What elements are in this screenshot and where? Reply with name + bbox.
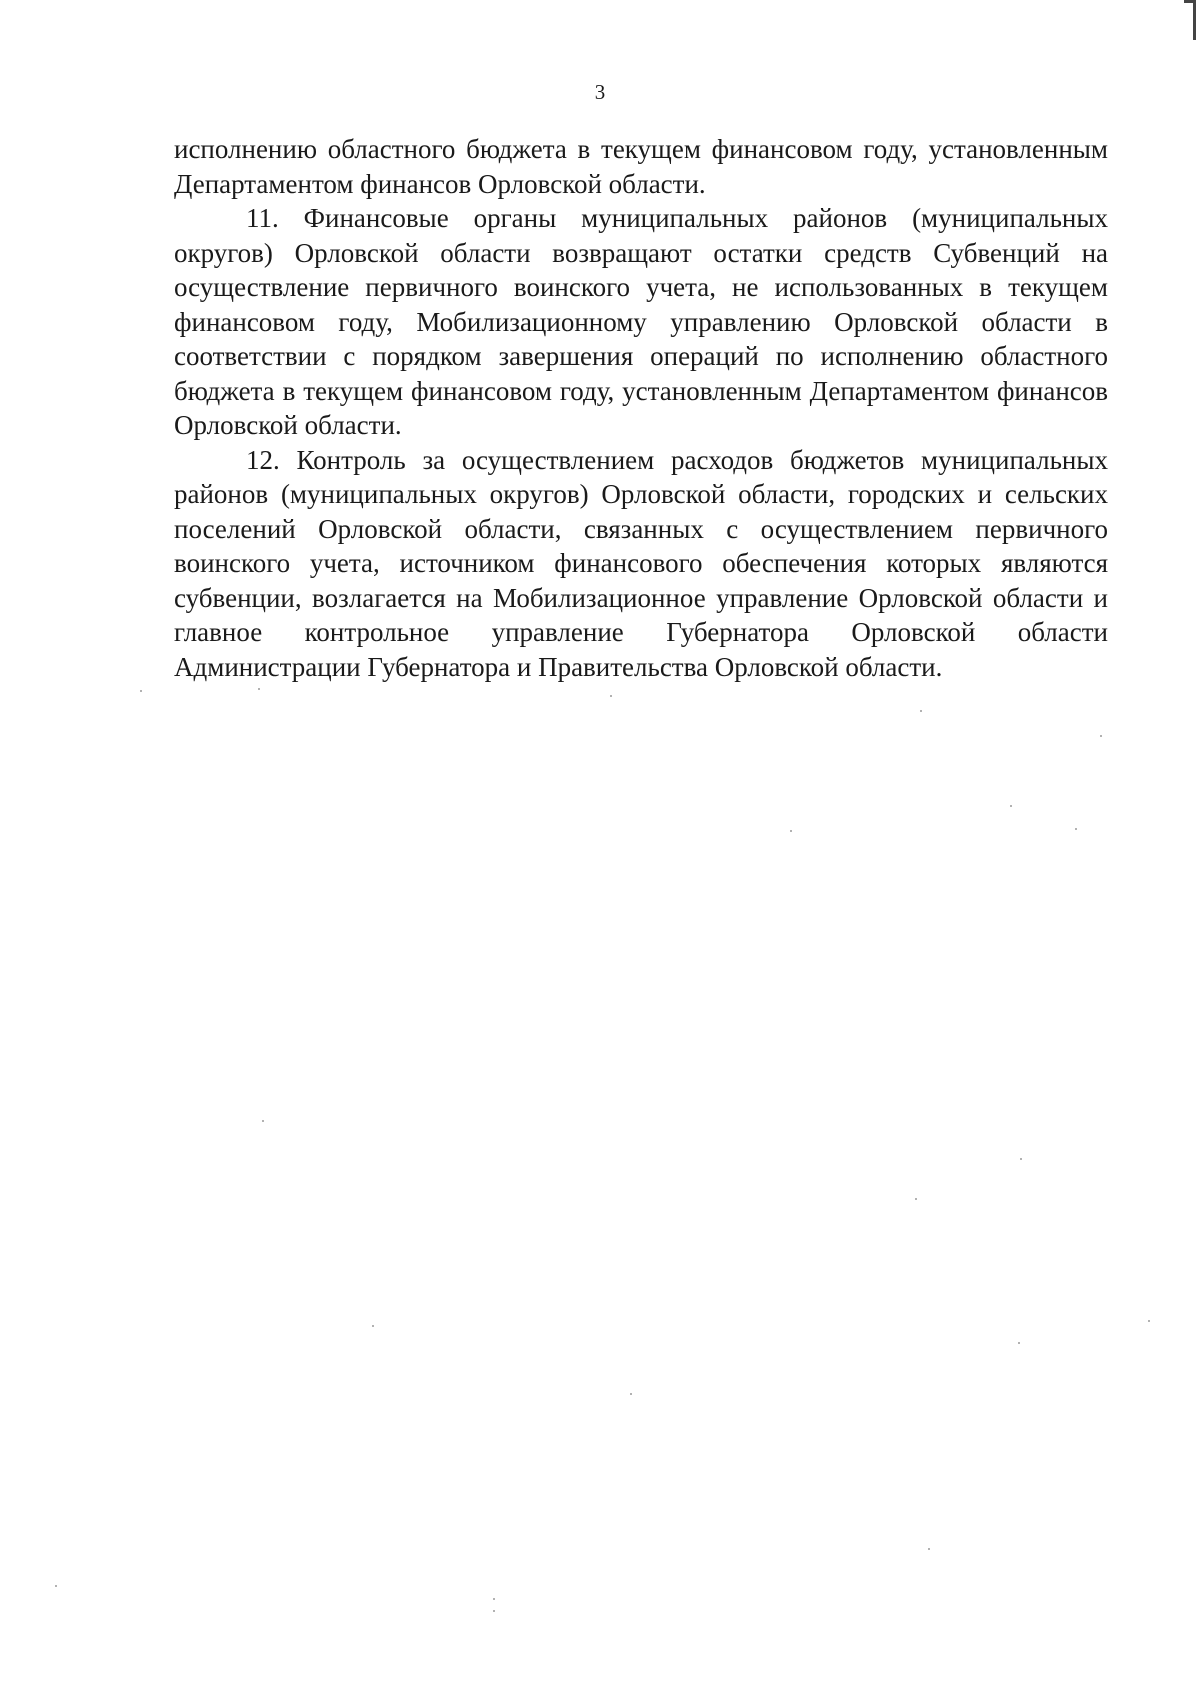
paragraph-12: 12. Контроль за осуществлением расходов бюджетов муниципальных районов (муниципальных округов) Орловской области, городских и сельских поселений Орловской области, связанных с осуществлением первичного воинского учета, источником финансового обеспечения которых являются субвенции, возлагается на Мобилизационное управление Орловской области и главное контрольное управление Губернатора Орловской области Администрации Губернатора и Правительства Орловской области. [174,444,1108,682]
scan-speck [1018,1342,1020,1344]
scan-edge-mark-top [1184,0,1196,3]
scan-speck [372,1325,374,1327]
paragraph-11: 11. Финансовые органы муниципальных районов (муниципальных округов) Орловской области возвращают остатки средств Субвенций на осуществление первичного воинского учета, не использованных в текущем финансовом году, Мобилизационному управлению Орловской области в соответствии с порядком завершения операций по исполнению областного бюджета в текущем финансовом году, установленным Департаментом финансов Орловской области. [174,203,1108,440]
scan-speck [1100,735,1102,737]
document-body [174,132,1108,684]
scan-speck [1075,828,1077,830]
scan-speck [140,690,142,692]
scan-speck [493,1598,495,1600]
scan-speck [55,1585,57,1587]
scan-speck [610,695,612,697]
scan-speck [915,1198,917,1200]
scan-speck [258,688,260,690]
page-number: 3 [594,80,606,104]
scan-speck [493,1610,495,1612]
scan-speck [630,1393,632,1395]
scan-speck [262,1120,264,1122]
scan-speck [1010,805,1012,807]
scan-speck [928,1548,930,1550]
scan-speck [1148,1320,1150,1322]
scan-speck [1020,1158,1022,1160]
scan-speck [790,830,792,832]
scan-edge-mark [1193,0,1196,40]
scan-speck [920,710,922,712]
paragraph-continuation: исполнению областного бюджета в текущем финансовом году, установленным Департаментом финансов Орловской области. [174,134,1108,199]
